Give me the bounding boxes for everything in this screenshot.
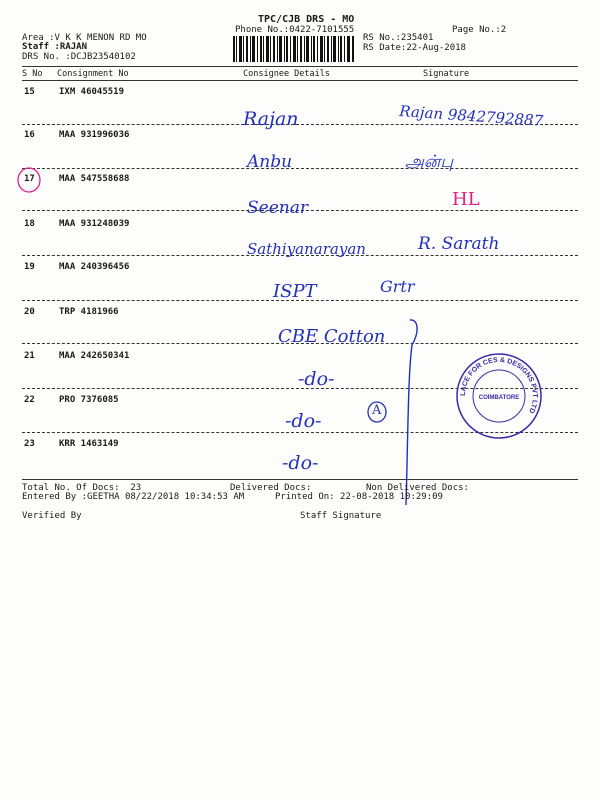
handwritten-name: ISPT	[273, 281, 317, 302]
handwritten-signature: Grtr	[380, 277, 415, 296]
row-consignment: IXM 46045519	[59, 87, 125, 97]
page-number: Page No.:2	[452, 25, 507, 35]
header-rule-top	[22, 66, 578, 67]
row-consignment: PRO 7376085	[59, 395, 119, 405]
row-sno: 17	[24, 174, 35, 184]
svg-text:LACE FOR CES & DESIGNS PVT LTD	[460, 357, 538, 414]
row-sno: 20	[24, 307, 35, 317]
row-sno: 22	[24, 395, 35, 405]
pink-hl-mark: HL	[452, 189, 480, 210]
row-consignment: TRP 4181966	[59, 307, 119, 317]
report-title: TPC/CJB DRS - MO	[258, 14, 355, 25]
handwritten-name: Rajan	[243, 108, 299, 130]
handwritten-name: Anbu	[247, 152, 293, 172]
row-sno: 21	[24, 351, 35, 361]
col-sno: S No	[22, 69, 43, 79]
non-delivered-docs: Non Delivered Docs:	[366, 483, 469, 493]
row-consignment: MAA 240396456	[59, 262, 130, 272]
row-sno: 23	[24, 439, 35, 449]
staff-signature: Staff Signature	[300, 511, 382, 521]
handwritten-signature: R. Sarath	[418, 234, 500, 254]
printed-on: Printed On: 22-08-2018 10:29:09	[275, 492, 443, 502]
verified-by: Verified By	[22, 511, 82, 521]
handwritten-signature: Rajan 9842792887	[398, 102, 544, 131]
delivered-docs: Delivered Docs:	[230, 483, 312, 493]
area-label: Area :V K K MENON RD MO	[22, 33, 147, 43]
row-sno: 18	[24, 219, 35, 229]
stamp-center-text: COIMBATORE	[478, 395, 520, 401]
col-signature: Signature	[423, 69, 470, 79]
handwritten-name: CBE Cotton	[278, 326, 386, 347]
col-consignee: Consignee Details	[243, 69, 330, 79]
rs-number: RS No.:235401	[363, 33, 434, 43]
ditto-mark: -do-	[298, 368, 335, 390]
ditto-mark: -do-	[285, 410, 322, 432]
row-consignment: MAA 242650341	[59, 351, 130, 361]
handwritten-name: Sathiyanarayan	[247, 240, 366, 258]
row-consignment: MAA 931996036	[59, 130, 130, 140]
row-divider	[22, 168, 578, 169]
row-sno: 16	[24, 130, 35, 140]
table-bottom-rule	[22, 479, 578, 480]
ditto-mark: -do-	[282, 452, 319, 474]
row-consignment: MAA 547558688	[59, 174, 130, 184]
barcode	[233, 36, 355, 62]
handwritten-signature: அன்பு	[405, 152, 454, 172]
drs-number: DRS No. :DCJB23540102	[22, 52, 136, 62]
company-stamp	[453, 350, 545, 442]
pink-circle-mark	[16, 166, 42, 194]
col-consignment: Consignment No	[57, 69, 129, 79]
row-consignment: MAA 931248039	[59, 219, 130, 229]
row-sno: 19	[24, 262, 35, 272]
row-consignment: KRR 1463149	[59, 439, 119, 449]
entered-by: Entered By :GEETHA 08/22/2018 10:34:53 AM	[22, 492, 245, 502]
staff-label: Staff :RAJAN	[22, 42, 88, 52]
circled-a-letter: A	[372, 403, 382, 418]
rs-date: RS Date:22-Aug-2018	[363, 43, 466, 53]
stamp-ring-text: LACE FOR CES & DESIGNS PVT LTD	[459, 356, 539, 415]
total-docs: Total No. Of Docs: 23	[22, 483, 142, 493]
row-sno: 15	[24, 87, 35, 97]
phone-number: Phone No.:0422-7101555	[235, 25, 355, 35]
handwritten-name: Seenar	[247, 198, 308, 218]
header-rule-bottom	[22, 80, 578, 81]
